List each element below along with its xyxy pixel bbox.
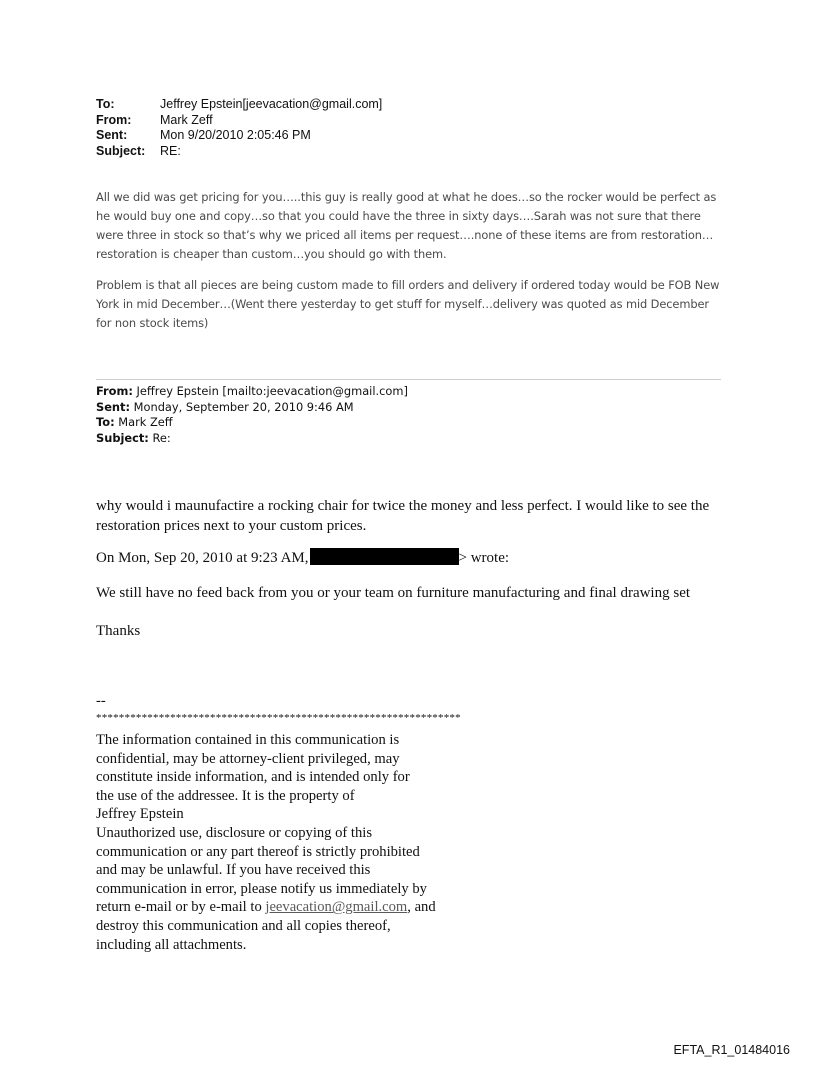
sent-row <box>96 128 382 144</box>
quoted-to-row <box>96 415 408 431</box>
separator-line <box>96 379 721 380</box>
disclaimer-line: Unauthorized use, disclosure or copying of this <box>96 824 373 841</box>
disclaimer-line: including all attachments. <box>96 936 247 953</box>
to-label: To: <box>96 97 115 111</box>
disclaimer-line: destroy this communication and all copies thereof, <box>96 917 391 934</box>
wrote-suffix: > wrote: <box>458 550 510 566</box>
disclaimer-email-suffix: , and <box>407 899 436 916</box>
reply-paragraph-1: All we did was get pricing for you…..this guy is really good at what he does…so the rocker would be perfect as he would buy one and copy…so that you could have the three in sixty days….Sarah was not sure that there were three in stock so that’s why we priced all items per request….none of these items are from restoration…restoration is cheaper than custom…you should go with them. <box>96 190 717 261</box>
quoted-subject-value: Re: <box>152 430 171 445</box>
signature-stars: **************************************************************** <box>96 712 461 724</box>
quoted-sent-row <box>96 400 408 416</box>
disclaimer-block <box>96 731 436 954</box>
quoted-from-value: Jeffrey Epstein [mailto:jeevacation@gmail.com] <box>136 384 408 398</box>
from-value: Mark Zeff <box>160 112 213 127</box>
document-id: EFTA_R1_01484016 <box>673 1043 790 1057</box>
quoted-sent-value: Monday, September 20, 2010 9:46 AM <box>133 399 354 414</box>
quoted-header <box>96 384 408 446</box>
quoted-subject-label: Subject: <box>96 430 149 445</box>
disclaimer-line: Jeffrey Epstein <box>96 806 184 823</box>
quoted-subject-row <box>96 431 408 447</box>
disclaimer-line: The information contained in this communication is <box>96 732 400 748</box>
quoted-sent-label: Sent: <box>96 399 131 414</box>
email-header <box>96 97 382 159</box>
sent-value: Mon 9/20/2010 2:05:46 PM <box>160 128 311 142</box>
on-prefix: On Mon, Sep 20, 2010 at 9:23 AM, <box>96 550 309 566</box>
quoted-to-value: Mark Zeff <box>118 415 173 429</box>
to-value: Jeffrey Epstein[jeevacation@gmail.com] <box>160 97 383 111</box>
quoted-from-label: From: <box>96 384 133 398</box>
disclaimer-line: communication in error, please notify us immediately by <box>96 880 427 897</box>
thanks-line: Thanks <box>96 623 141 639</box>
from-row <box>96 113 382 129</box>
from-label: From: <box>96 112 132 127</box>
disclaimer-email-prefix: return e-mail or by e-mail to <box>96 899 266 916</box>
sent-label: Sent: <box>96 128 128 142</box>
quoted-paragraph-1: why would i maunufactire a rocking chair for twice the money and less perfect. I would like to see the restoration prices next to your custom prices. <box>96 498 710 534</box>
disclaimer-line-email <box>96 898 436 917</box>
subject-value: RE: <box>160 143 181 158</box>
redaction-block <box>310 548 459 565</box>
disclaimer-line: the use of the addressee. It is the property of <box>96 787 355 804</box>
disclaimer-line: and may be unlawful. If you have received this <box>96 862 371 879</box>
disclaimer-line: constitute inside information, and is intended only for <box>96 769 410 786</box>
signature-dashes: -- <box>96 693 106 709</box>
subject-row <box>96 144 382 160</box>
subject-label: Subject: <box>96 143 146 158</box>
reply-paragraph-2: Problem is that all pieces are being custom made to fill orders and delivery if ordered today would be FOB New York in mid December…(Went there yesterday to get stuff for myself…delivery was quoted as mid December for non stock items) <box>96 278 720 330</box>
quoted-paragraph-2: We still have no feed back from you or your team on furniture manufacturing and final drawing set <box>96 585 691 601</box>
quoted-to-label: To: <box>96 415 115 429</box>
quoted-from-row <box>96 384 408 400</box>
to-row <box>96 97 382 113</box>
email-link[interactable]: jeevacation@gmail.com <box>265 899 408 916</box>
disclaimer-line: communication or any part thereof is strictly prohibited <box>96 843 420 860</box>
disclaimer-line: confidential, may be attorney-client privileged, may <box>96 750 400 767</box>
on-wrote-line <box>96 548 509 568</box>
